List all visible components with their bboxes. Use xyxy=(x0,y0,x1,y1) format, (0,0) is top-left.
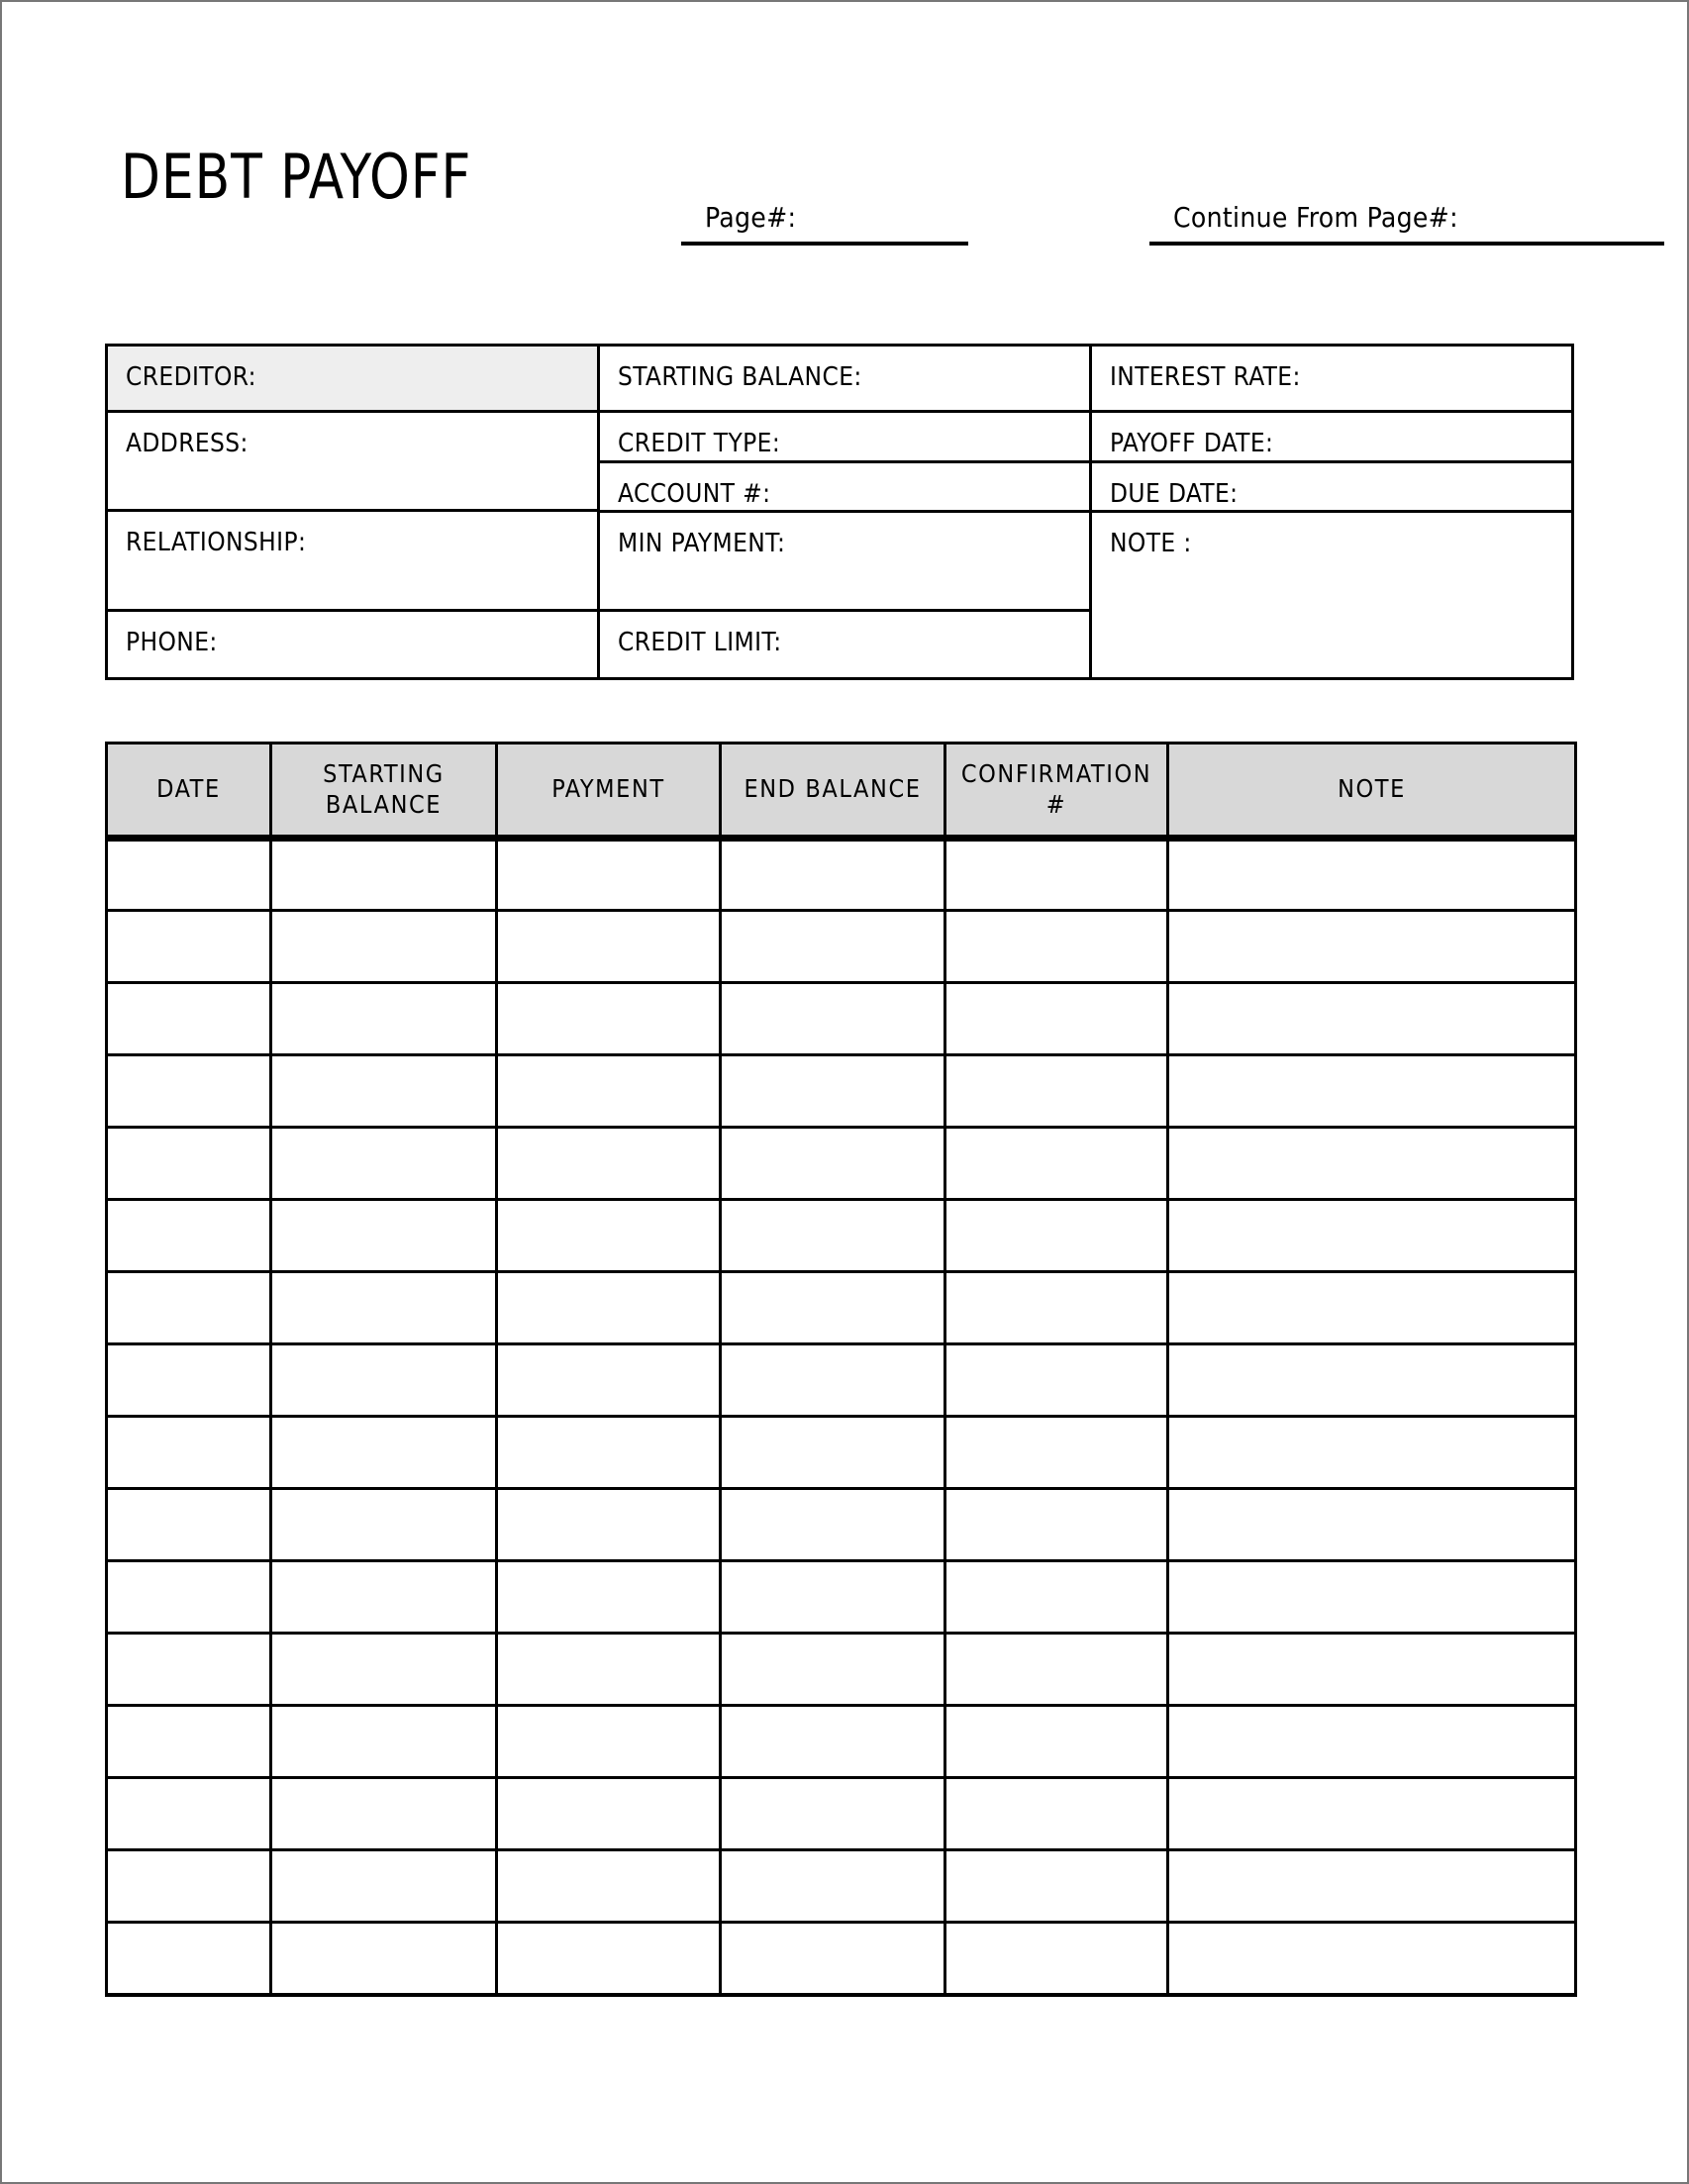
ledger-cell-end_balance[interactable] xyxy=(721,1200,945,1272)
continue-from-page-field[interactable] xyxy=(1149,201,1664,246)
info-cell-note[interactable] xyxy=(1092,513,1571,677)
ledger-cell-end_balance[interactable] xyxy=(721,839,945,911)
ledger-cell-payment[interactable] xyxy=(497,1489,721,1561)
ledger-cell-starting_balance[interactable] xyxy=(271,1489,497,1561)
table-row xyxy=(107,1561,1576,1634)
ledger-cell-date[interactable] xyxy=(107,1489,271,1561)
info-cell-credit-type[interactable] xyxy=(600,413,1092,463)
continue-from-page-label: Continue From Page#: xyxy=(1173,201,1458,234)
ledger-cell-date[interactable] xyxy=(107,1055,271,1128)
info-label-due-date: DUE DATE: xyxy=(1110,479,1239,509)
table-row xyxy=(107,1417,1576,1489)
ledger-cell-payment[interactable] xyxy=(497,1128,721,1200)
ledger-col-header-date: DATE xyxy=(107,744,271,839)
info-cell-interest-rate[interactable] xyxy=(1092,347,1571,413)
ledger-cell-confirmation[interactable] xyxy=(945,911,1168,983)
ledger-cell-payment[interactable] xyxy=(497,1850,721,1923)
ledger-cell-end_balance[interactable] xyxy=(721,1850,945,1923)
info-cell-credit-limit[interactable] xyxy=(600,612,1092,677)
ledger-cell-end_balance[interactable] xyxy=(721,983,945,1055)
page-number-field[interactable] xyxy=(681,201,968,246)
ledger-cell-confirmation[interactable] xyxy=(945,983,1168,1055)
table-row xyxy=(107,1634,1576,1706)
ledger-cell-confirmation[interactable] xyxy=(945,1923,1168,1995)
info-cell-due-date[interactable] xyxy=(1092,463,1571,513)
info-label-relationship: RELATIONSHIP: xyxy=(126,528,307,557)
ledger-cell-payment[interactable] xyxy=(497,983,721,1055)
ledger-cell-confirmation[interactable] xyxy=(945,1634,1168,1706)
ledger-cell-starting_balance[interactable] xyxy=(271,1417,497,1489)
table-row xyxy=(107,1489,1576,1561)
ledger-cell-starting_balance[interactable] xyxy=(271,1055,497,1128)
table-row xyxy=(107,983,1576,1055)
ledger-cell-starting_balance[interactable] xyxy=(271,1850,497,1923)
ledger-cell-end_balance[interactable] xyxy=(721,1778,945,1850)
ledger-cell-confirmation[interactable] xyxy=(945,839,1168,911)
table-row xyxy=(107,839,1576,911)
ledger-cell-starting_balance[interactable] xyxy=(271,1778,497,1850)
ledger-cell-starting_balance[interactable] xyxy=(271,1200,497,1272)
continue-from-page-rule[interactable] xyxy=(1149,242,1664,246)
ledger-cell-note[interactable] xyxy=(1168,983,1576,1055)
ledger-cell-date[interactable] xyxy=(107,983,271,1055)
ledger-cell-payment[interactable] xyxy=(497,1200,721,1272)
ledger-cell-end_balance[interactable] xyxy=(721,1344,945,1417)
ledger-col-header-starting-balance: STARTING BALANCE xyxy=(271,744,497,839)
ledger-cell-starting_balance[interactable] xyxy=(271,839,497,911)
table-row xyxy=(107,1923,1576,1995)
ledger-cell-note[interactable] xyxy=(1168,911,1576,983)
info-label-starting-balance: STARTING BALANCE: xyxy=(618,362,862,392)
info-cell-payoff-date[interactable] xyxy=(1092,413,1571,463)
ledger-cell-note[interactable] xyxy=(1168,1128,1576,1200)
ledger-cell-confirmation[interactable] xyxy=(945,1778,1168,1850)
page-header xyxy=(105,141,1576,259)
ledger-cell-note[interactable] xyxy=(1168,1417,1576,1489)
ledger-cell-end_balance[interactable] xyxy=(721,1055,945,1128)
ledger-cell-confirmation[interactable] xyxy=(945,1200,1168,1272)
info-cell-account-number[interactable] xyxy=(600,463,1092,513)
ledger-cell-end_balance[interactable] xyxy=(721,1128,945,1200)
payment-ledger-table xyxy=(105,742,1577,1997)
ledger-col-header-payment: PAYMENT xyxy=(497,744,721,839)
ledger-cell-starting_balance[interactable] xyxy=(271,1344,497,1417)
ledger-cell-date[interactable] xyxy=(107,1561,271,1634)
ledger-cell-date[interactable] xyxy=(107,1272,271,1344)
info-cell-starting-balance[interactable] xyxy=(600,347,1092,413)
table-row xyxy=(107,1272,1576,1344)
ledger-cell-confirmation[interactable] xyxy=(945,1055,1168,1128)
ledger-cell-payment[interactable] xyxy=(497,1923,721,1995)
table-row xyxy=(107,1344,1576,1417)
ledger-cell-date[interactable] xyxy=(107,1778,271,1850)
table-row xyxy=(107,1128,1576,1200)
ledger-cell-note[interactable] xyxy=(1168,1344,1576,1417)
ledger-header-row xyxy=(107,744,1576,839)
ledger-cell-payment[interactable] xyxy=(497,1561,721,1634)
ledger-cell-note[interactable] xyxy=(1168,1200,1576,1272)
ledger-cell-date[interactable] xyxy=(107,1417,271,1489)
table-row xyxy=(107,1850,1576,1923)
ledger-cell-confirmation[interactable] xyxy=(945,1706,1168,1778)
creditor-info-table xyxy=(105,344,1574,680)
ledger-body xyxy=(107,839,1576,1995)
info-label-credit-type: CREDIT TYPE: xyxy=(618,429,781,458)
ledger-cell-confirmation[interactable] xyxy=(945,1272,1168,1344)
info-label-credit-limit: CREDIT LIMIT: xyxy=(618,628,782,657)
ledger-cell-confirmation[interactable] xyxy=(945,1489,1168,1561)
ledger-cell-payment[interactable] xyxy=(497,1417,721,1489)
info-label-note: NOTE : xyxy=(1110,529,1192,558)
ledger-cell-confirmation[interactable] xyxy=(945,1344,1168,1417)
table-row xyxy=(107,1778,1576,1850)
ledger-cell-date[interactable] xyxy=(107,839,271,911)
ledger-cell-date[interactable] xyxy=(107,1200,271,1272)
ledger-cell-starting_balance[interactable] xyxy=(271,983,497,1055)
page-title: DEBT PAYOFF xyxy=(121,141,472,213)
info-cell-relationship[interactable] xyxy=(108,512,600,612)
page-number-label: Page#: xyxy=(705,201,797,234)
ledger-cell-note[interactable] xyxy=(1168,1055,1576,1128)
ledger-cell-starting_balance[interactable] xyxy=(271,1923,497,1995)
ledger-cell-end_balance[interactable] xyxy=(721,1561,945,1634)
ledger-cell-date[interactable] xyxy=(107,1850,271,1923)
ledger-cell-starting_balance[interactable] xyxy=(271,1634,497,1706)
ledger-cell-confirmation[interactable] xyxy=(945,1850,1168,1923)
ledger-cell-note[interactable] xyxy=(1168,1778,1576,1850)
ledger-cell-payment[interactable] xyxy=(497,1272,721,1344)
table-row xyxy=(107,1055,1576,1128)
ledger-col-header-end-balance: END BALANCE xyxy=(721,744,945,839)
ledger-cell-starting_balance[interactable] xyxy=(271,1561,497,1634)
ledger-cell-payment[interactable] xyxy=(497,1055,721,1128)
ledger-cell-date[interactable] xyxy=(107,1706,271,1778)
ledger-cell-end_balance[interactable] xyxy=(721,1489,945,1561)
ledger-cell-note[interactable] xyxy=(1168,1561,1576,1634)
ledger-header-row-group xyxy=(107,744,1576,839)
info-cell-creditor[interactable] xyxy=(108,347,600,413)
ledger-cell-date[interactable] xyxy=(107,1344,271,1417)
ledger-cell-end_balance[interactable] xyxy=(721,1706,945,1778)
ledger-cell-end_balance[interactable] xyxy=(721,1634,945,1706)
ledger-cell-note[interactable] xyxy=(1168,1923,1576,1995)
ledger-cell-note[interactable] xyxy=(1168,1706,1576,1778)
ledger-cell-date[interactable] xyxy=(107,1634,271,1706)
ledger-cell-note[interactable] xyxy=(1168,1272,1576,1344)
ledger-cell-date[interactable] xyxy=(107,1128,271,1200)
ledger-cell-payment[interactable] xyxy=(497,1344,721,1417)
info-label-address: ADDRESS: xyxy=(126,429,248,458)
ledger-cell-payment[interactable] xyxy=(497,839,721,911)
table-row xyxy=(107,1706,1576,1778)
ledger-cell-end_balance[interactable] xyxy=(721,1923,945,1995)
ledger-cell-note[interactable] xyxy=(1168,839,1576,911)
ledger-cell-starting_balance[interactable] xyxy=(271,1272,497,1344)
info-label-account-number: ACCOUNT #: xyxy=(618,479,771,509)
ledger-cell-end_balance[interactable] xyxy=(721,1272,945,1344)
ledger-cell-confirmation[interactable] xyxy=(945,1561,1168,1634)
ledger-cell-end_balance[interactable] xyxy=(721,1417,945,1489)
ledger-cell-payment[interactable] xyxy=(497,911,721,983)
ledger-cell-payment[interactable] xyxy=(497,1706,721,1778)
ledger-cell-note[interactable] xyxy=(1168,1489,1576,1561)
info-label-interest-rate: INTEREST RATE: xyxy=(1110,362,1301,392)
page-number-rule[interactable] xyxy=(681,242,968,246)
info-label-payoff-date: PAYOFF DATE: xyxy=(1110,429,1274,458)
ledger-col-header-confirmation: CONFIRMATION # xyxy=(945,744,1168,839)
info-cell-min-payment[interactable] xyxy=(600,513,1092,612)
ledger-cell-note[interactable] xyxy=(1168,1850,1576,1923)
info-label-phone: PHONE: xyxy=(126,628,218,657)
ledger-cell-confirmation[interactable] xyxy=(945,1128,1168,1200)
info-cell-phone[interactable] xyxy=(108,612,600,677)
table-row xyxy=(107,1200,1576,1272)
ledger-cell-date[interactable] xyxy=(107,911,271,983)
info-label-min-payment: MIN PAYMENT: xyxy=(618,529,786,558)
ledger-cell-note[interactable] xyxy=(1168,1634,1576,1706)
ledger-cell-confirmation[interactable] xyxy=(945,1417,1168,1489)
ledger-col-header-note: NOTE xyxy=(1168,744,1576,839)
ledger-cell-starting_balance[interactable] xyxy=(271,911,497,983)
info-label-creditor: CREDITOR: xyxy=(126,362,256,392)
ledger-cell-payment[interactable] xyxy=(497,1778,721,1850)
ledger-cell-starting_balance[interactable] xyxy=(271,1706,497,1778)
info-cell-address[interactable] xyxy=(108,413,600,512)
ledger-cell-payment[interactable] xyxy=(497,1634,721,1706)
ledger-cell-end_balance[interactable] xyxy=(721,911,945,983)
ledger-cell-starting_balance[interactable] xyxy=(271,1128,497,1200)
ledger-cell-date[interactable] xyxy=(107,1923,271,1995)
table-row xyxy=(107,911,1576,983)
